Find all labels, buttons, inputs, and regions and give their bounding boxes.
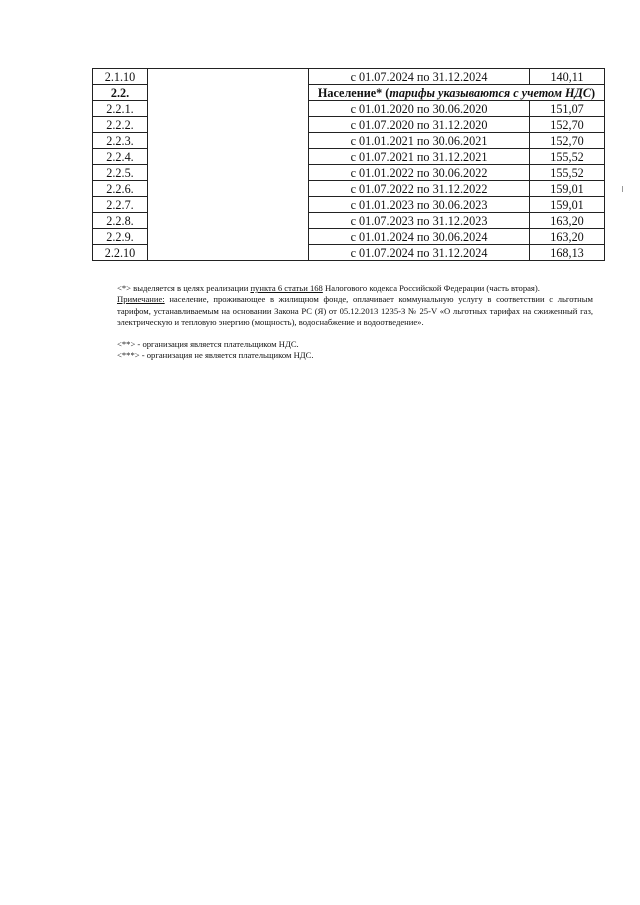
row-number: 2.2.6. — [93, 181, 148, 197]
period-cell: с 01.01.2020 по 30.06.2020 — [309, 101, 530, 117]
tariff-value: 168,13 — [530, 245, 605, 261]
tariff-value: 152,70 — [530, 117, 605, 133]
blank-merged-cell — [148, 69, 309, 261]
remark — [117, 294, 593, 328]
period-cell: с 01.01.2023 по 30.06.2023 — [309, 197, 530, 213]
spacer — [117, 328, 593, 339]
group-title-end: ) — [591, 85, 596, 100]
row-number: 2.1.10 — [93, 69, 148, 85]
tariff-value: 163,20 — [530, 213, 605, 229]
group-number: 2.2. — [93, 85, 148, 101]
remark-text: население, проживающее в жилищном фонде, оплачивает коммунальную услугу в соответствии с льготным тарифом, устанавливаемым на основании Закона РС (Я) от 05.12.2013 1235-З № 25-V «О льготных тарифах на сжиженный газ, электрическую и тепловую энергию (мощность), водоснабжение и водоотведение». — [117, 294, 593, 327]
tariff-value: 159,01 — [530, 197, 605, 213]
remark-label: Примечание: — [117, 294, 165, 305]
scan-mark — [622, 186, 623, 192]
row-number: 2.2.7. — [93, 197, 148, 213]
footnote-non-vat-payer: <***> - организация не является плательщиком НДС. — [117, 350, 314, 361]
group-title-italic: тарифы указываются с учетом НДС — [389, 85, 591, 100]
period-cell: с 01.07.2024 по 31.12.2024 — [309, 69, 530, 85]
row-number: 2.2.4. — [93, 149, 148, 165]
tariff-value: 163,20 — [530, 229, 605, 245]
period-cell: с 01.07.2023 по 31.12.2023 — [309, 213, 530, 229]
row-number: 2.2.5. — [93, 165, 148, 181]
period-cell: с 01.01.2022 по 30.06.2022 — [309, 165, 530, 181]
footnote-vat — [117, 283, 593, 294]
tariff-value: 155,52 — [530, 149, 605, 165]
row-number: 2.2.2. — [93, 117, 148, 133]
tax-code-link[interactable]: пункта 6 статьи 168 — [250, 283, 323, 293]
row-number: 2.2.3. — [93, 133, 148, 149]
tariff-value: 152,70 — [530, 133, 605, 149]
period-cell: с 01.07.2024 по 31.12.2024 — [309, 245, 530, 261]
footnote-text: Налогового кодекса Российской Федерации (часть вторая). — [322, 283, 540, 293]
tariff-value: 155,52 — [530, 165, 605, 181]
row-number: 2.2.9. — [93, 229, 148, 245]
tariff-table — [92, 68, 605, 261]
period-cell: с 01.07.2020 по 31.12.2020 — [309, 117, 530, 133]
group-title-main: Население* ( — [317, 85, 390, 100]
tariff-value: 140,11 — [530, 69, 605, 85]
row-number: 2.2.8. — [93, 213, 148, 229]
tariff-value: 151,07 — [530, 101, 605, 117]
table-row — [93, 69, 605, 85]
footnote-text: <*> выделяется в целях реализации — [117, 283, 251, 293]
row-number: 2.2.1. — [93, 101, 148, 117]
footnotes — [117, 283, 593, 362]
period-cell: с 01.07.2021 по 31.12.2021 — [309, 149, 530, 165]
period-cell: с 01.01.2021 по 30.06.2021 — [309, 133, 530, 149]
tariff-value: 159,01 — [530, 181, 605, 197]
footnote-vat-payer: <**> - организация является плательщиком НДС. — [117, 339, 299, 350]
row-number: 2.2.10 — [93, 245, 148, 261]
period-cell: с 01.01.2024 по 30.06.2024 — [309, 229, 530, 245]
period-cell: с 01.07.2022 по 31.12.2022 — [309, 181, 530, 197]
group-title — [309, 85, 605, 101]
